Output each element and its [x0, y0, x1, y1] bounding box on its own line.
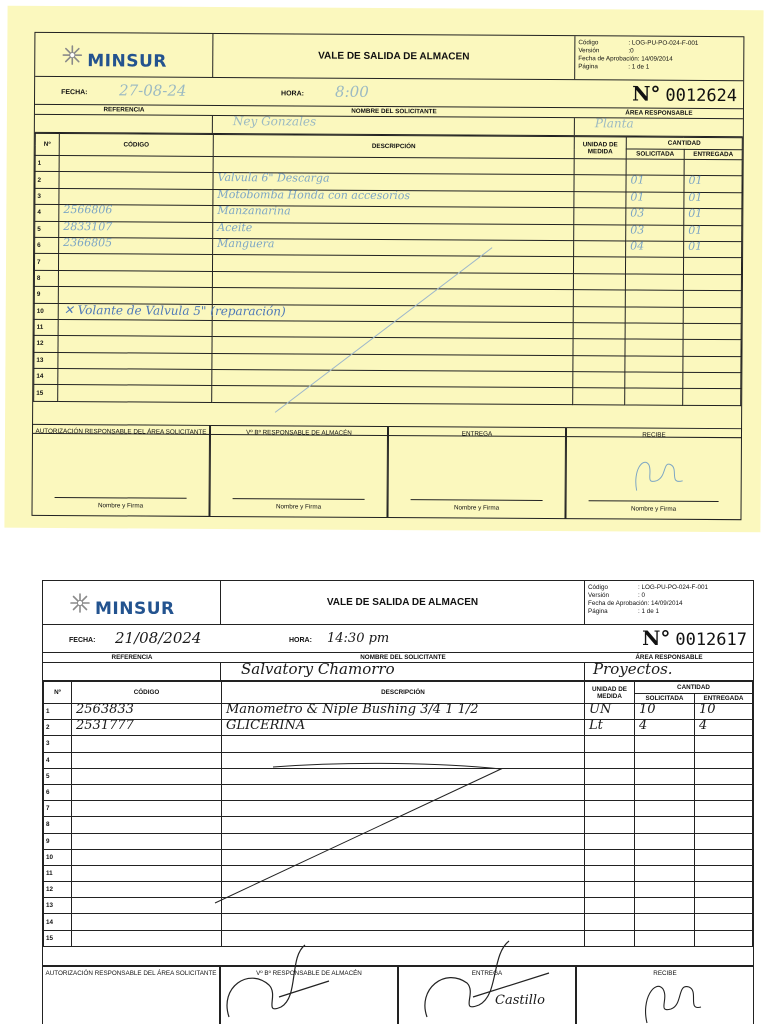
row-solicitada — [634, 865, 694, 881]
row-solicitada-value: 10 — [638, 702, 656, 717]
meta-version: : 0 — [638, 592, 646, 599]
auth-solicitante-title: AUTORIZACIÓN RESPONSABLE DEL ÁREA SOLICITANTE — [45, 970, 217, 977]
row-solicitada — [634, 720, 694, 736]
meta-aprobacion: 14/09/2014 — [651, 600, 683, 607]
row-unidad — [574, 208, 626, 225]
area-cell — [585, 660, 753, 680]
col-unidad: UNIDAD DE MEDIDA — [574, 137, 626, 159]
row-unidad — [573, 273, 625, 290]
row-codigo — [72, 865, 222, 881]
solicitante-value: Salvatory Chamorro — [241, 660, 395, 678]
row-number: 14 — [34, 368, 58, 385]
form-metadata — [585, 581, 753, 624]
row-unidad — [573, 339, 625, 356]
row-entregada-value: 10 — [698, 702, 716, 717]
row-entregada — [694, 882, 752, 898]
row-unidad — [584, 752, 634, 768]
col-entregada: ENTREGADA — [684, 149, 742, 159]
auth-entrega-title: ENTREGA — [471, 970, 503, 977]
voucher-header — [43, 581, 753, 625]
row-unidad — [584, 930, 634, 946]
meta-version-label: Versión — [588, 592, 610, 599]
area-value: Proyectos. — [593, 660, 673, 678]
row-number: 13 — [44, 898, 72, 914]
row-entregada — [684, 241, 742, 258]
auth-recibe — [576, 966, 754, 1024]
minsur-star-icon — [69, 592, 91, 614]
row-entregada — [694, 833, 752, 849]
auth-almacen — [209, 425, 388, 518]
row-solicitada — [634, 849, 694, 865]
row-codigo — [72, 801, 222, 817]
auth-entrega — [398, 966, 576, 1024]
fecha-hora-row — [35, 77, 743, 109]
row-solicitada — [634, 736, 694, 752]
meta-codigo: : LOG-PU-PO-024-F-001 — [638, 584, 708, 591]
fecha-value: 27-08-24 — [119, 81, 187, 100]
row-number: 2 — [35, 172, 59, 189]
row-codigo-value: 2566806 — [63, 203, 113, 217]
row-solicitada — [634, 882, 694, 898]
row-solicitada-value: 03 — [630, 223, 645, 237]
row-entregada — [694, 865, 752, 881]
meta-codigo-label: Código — [578, 39, 599, 47]
company-logo — [35, 33, 213, 77]
voucher-0012617 — [6, 562, 762, 1024]
solicitante-fill-row — [43, 660, 753, 681]
meta-aprobacion: 14/09/2014 — [641, 55, 673, 63]
row-codigo — [72, 914, 222, 930]
row-codigo — [72, 768, 222, 784]
row-entregada — [683, 356, 741, 373]
strike-through-line — [213, 757, 513, 907]
solicitante-label: NOMBRE DEL SOLICITANTE — [351, 107, 437, 116]
fecha-value: 21/08/2024 — [115, 629, 202, 647]
auth-almacen-foot: Nombre y Firma — [275, 503, 322, 511]
row-number: 9 — [34, 286, 58, 303]
col-descripcion: DESCRIPCIÓN — [222, 682, 585, 704]
meta-aprobacion-label: Fecha de Aprobación: — [578, 55, 640, 63]
row-codigo — [58, 336, 212, 353]
meta-aprobacion-label: Fecha de Aprobación: — [588, 600, 650, 607]
auth-entrega-title: ENTREGA — [461, 430, 493, 438]
row-number: 7 — [34, 254, 58, 271]
row-entregada — [694, 736, 752, 752]
row-descripcion-value: Valvula 6" Descarga — [217, 171, 330, 186]
auth-almacen-title: Vº Bº RESPONSABLE DE ALMACÉN — [256, 970, 362, 977]
row-entregada — [694, 784, 752, 800]
row-solicitada-value: 4 — [638, 718, 648, 734]
row-solicitada — [625, 356, 683, 373]
row-solicitada — [634, 784, 694, 800]
row-unidad — [584, 898, 634, 914]
row-entregada — [683, 290, 741, 307]
numero-value: 0012617 — [675, 630, 747, 650]
row-codigo — [58, 254, 212, 271]
row-solicitada-value: 01 — [630, 190, 645, 204]
row-entregada — [694, 930, 752, 946]
row-entregada — [694, 898, 752, 914]
row-codigo — [72, 784, 222, 800]
row-number: 1 — [35, 155, 59, 172]
row-solicitada — [625, 306, 683, 323]
row-descripcion — [222, 914, 585, 930]
row-solicitada — [634, 817, 694, 833]
row-solicitada — [634, 898, 694, 914]
voucher-header — [35, 33, 743, 81]
referencia-label: REFERENCIA — [111, 654, 153, 661]
row-descripcion-value: Manometro & Niple Bushing 3/4 1 1/2 — [226, 702, 479, 717]
row-solicitada-value: 03 — [630, 206, 645, 220]
form-title: VALE DE SALIDA DE ALMACEN — [221, 581, 585, 624]
row9-note: ✕ Volante de Valvula 5" (reparación) — [63, 303, 286, 319]
row-codigo — [72, 882, 222, 898]
row-solicitada-value: 04 — [630, 239, 645, 253]
auth-entrega-foot: Nombre y Firma — [453, 504, 500, 512]
row-unidad-value: UN — [588, 702, 612, 717]
row-codigo — [72, 720, 222, 736]
row-entregada-value: 01 — [688, 223, 703, 237]
voucher-number — [642, 626, 747, 650]
meta-pagina-label: Página — [588, 608, 608, 615]
row-unidad — [584, 768, 634, 784]
row-unidad — [573, 290, 625, 307]
row-entregada-value: 01 — [688, 207, 703, 221]
row-codigo — [72, 752, 222, 768]
row-entregada — [694, 801, 752, 817]
hora-label: HORA: — [281, 90, 305, 98]
row-descripcion-value: Manguera — [217, 236, 275, 251]
row-codigo-value: 2366805 — [63, 235, 113, 250]
row-solicitada — [634, 930, 694, 946]
row-codigo — [58, 369, 212, 386]
row-codigo — [72, 930, 222, 946]
solicitante-label: NOMBRE DEL SOLICITANTE — [360, 654, 446, 661]
row-number: 11 — [44, 865, 72, 881]
row-entregada — [694, 849, 752, 865]
row-entregada — [683, 389, 741, 406]
row-unidad — [573, 323, 625, 340]
row-number: 15 — [44, 930, 72, 946]
col-cantidad: CANTIDAD — [634, 682, 752, 694]
row-number: 7 — [44, 801, 72, 817]
meta-codigo-label: Código — [588, 584, 608, 591]
row-unidad — [574, 224, 626, 241]
row-entregada — [694, 752, 752, 768]
voucher-frame — [42, 580, 754, 966]
voucher-0012624 — [4, 6, 763, 533]
col-codigo: CÓDIGO — [72, 682, 222, 704]
row-solicitada — [625, 388, 683, 405]
row-codigo — [59, 156, 213, 173]
col-descripcion: DESCRIPCIÓN — [213, 134, 574, 158]
row-codigo — [72, 898, 222, 914]
area-label: ÁREA RESPONSABLE — [635, 654, 703, 661]
row-unidad — [584, 720, 634, 736]
row-solicitada — [625, 274, 683, 291]
row-number: 6 — [35, 237, 59, 254]
row-unidad — [573, 388, 625, 405]
auth-solicitante-foot: Nombre y Firma — [97, 502, 144, 510]
row-number: 4 — [44, 752, 72, 768]
row-codigo — [72, 817, 222, 833]
row-unidad — [584, 784, 634, 800]
auth-solicitante-title: AUTORIZACIÓN RESPONSABLE DEL ÁREA SOLICITANTE — [35, 427, 207, 436]
auth-solicitante — [31, 424, 210, 517]
auth-recibe — [565, 427, 742, 520]
meta-pagina-label: Página — [578, 63, 598, 71]
table-row — [44, 736, 753, 752]
form-title: VALE DE SALIDA DE ALMACEN — [213, 34, 575, 79]
row-codigo — [58, 385, 212, 402]
row-entregada — [683, 274, 741, 291]
row-entregada — [683, 323, 741, 340]
referencia-label: REFERENCIA — [103, 106, 145, 114]
row-number: 11 — [34, 319, 58, 336]
col-n: Nº — [44, 682, 72, 704]
row-unidad — [574, 175, 626, 192]
row-entregada — [694, 768, 752, 784]
row-codigo — [72, 849, 222, 865]
row-codigo-value: 2563833 — [76, 702, 134, 717]
row-number: 10 — [44, 849, 72, 865]
row-descripcion-value: Manzanarina — [217, 204, 291, 218]
row-solicitada — [625, 257, 683, 274]
row-unidad — [573, 306, 625, 323]
fecha-label: FECHA: — [61, 89, 88, 97]
row-solicitada — [634, 768, 694, 784]
solicitante-cell — [221, 660, 585, 680]
row-codigo — [59, 172, 213, 189]
row-unidad — [584, 817, 634, 833]
fecha-hora-row — [43, 625, 753, 653]
row-unidad — [573, 257, 625, 274]
recibe-signature — [629, 450, 689, 498]
authorization-section — [42, 966, 754, 1024]
row-unidad — [584, 833, 634, 849]
row-number: 2 — [44, 720, 72, 736]
row-solicitada — [634, 833, 694, 849]
authorization-section — [31, 424, 742, 520]
row-codigo — [58, 270, 212, 287]
row-entregada — [694, 817, 752, 833]
row-number: 14 — [44, 914, 72, 930]
row-solicitada — [634, 801, 694, 817]
company-name: MINSUR — [87, 50, 167, 72]
row-number: 10 — [34, 303, 58, 320]
hora-value: 14:30 pm — [327, 631, 390, 646]
row-codigo — [72, 736, 222, 752]
row-solicitada — [634, 752, 694, 768]
row-descripcion — [222, 720, 585, 736]
row-entregada — [683, 307, 741, 324]
recibe-signature — [637, 969, 707, 1024]
row-descripcion — [222, 736, 585, 752]
row-number: 3 — [44, 736, 72, 752]
row-number: 8 — [44, 817, 72, 833]
row-entregada-value: 01 — [688, 239, 703, 253]
row-number: 5 — [35, 221, 59, 238]
meta-codigo: : LOG-PU-PO-024-F-001 — [628, 39, 699, 47]
row-codigo — [58, 287, 212, 304]
meta-pagina: : 1 de 1 — [628, 63, 650, 71]
row-entregada — [683, 340, 741, 357]
row-solicitada — [634, 914, 694, 930]
auth-recibe-title: RECIBE — [642, 431, 666, 439]
voucher-frame — [32, 32, 744, 438]
row-unidad — [574, 159, 626, 176]
row-entregada — [694, 914, 752, 930]
row-unidad — [584, 736, 634, 752]
row-number: 4 — [35, 205, 59, 222]
row-entregada — [694, 720, 752, 736]
row-number: 12 — [34, 336, 58, 353]
meta-version-label: Versión — [578, 47, 600, 55]
row-codigo-value: 2833107 — [63, 219, 113, 233]
table-row — [44, 914, 753, 930]
row-codigo — [58, 319, 212, 336]
row-unidad — [584, 882, 634, 898]
referencia-value — [43, 663, 221, 680]
auth-recibe-title: RECIBE — [653, 970, 677, 977]
row-descripcion-value: Motobomba Honda con accesorios — [217, 187, 411, 202]
row-codigo — [72, 833, 222, 849]
area-cell — [575, 118, 743, 136]
row-entregada — [683, 258, 741, 275]
row-number: 8 — [34, 270, 58, 287]
table-row — [44, 720, 753, 736]
row-number: 13 — [34, 352, 58, 369]
row-entregada — [683, 372, 741, 389]
row-number: 3 — [35, 188, 59, 205]
row-unidad — [584, 914, 634, 930]
row-codigo — [59, 237, 213, 254]
row-descripcion-value: GLICERINA — [226, 718, 306, 734]
solicitante-cell — [213, 116, 575, 135]
row-unidad — [574, 241, 626, 258]
col-codigo: CÓDIGO — [59, 134, 213, 157]
voucher-number — [632, 82, 737, 107]
auth-recibe-foot: Nombre y Firma — [630, 505, 677, 513]
col-unidad: UNIDAD DE MEDIDA — [584, 682, 634, 704]
meta-version: :0 — [628, 47, 634, 55]
row-unidad — [584, 801, 634, 817]
meta-pagina: : 1 de 1 — [638, 608, 660, 615]
company-logo — [43, 581, 221, 624]
row-solicitada — [625, 339, 683, 356]
col-n: Nº — [35, 133, 59, 155]
row-entregada-value: 01 — [688, 174, 703, 188]
row-entregada-value: 4 — [698, 718, 708, 734]
fecha-label: FECHA: — [69, 637, 96, 644]
area-value: Planta — [594, 116, 634, 131]
row-codigo-value: 2531777 — [76, 718, 134, 734]
auth-almacen — [220, 966, 398, 1024]
row-solicitada — [625, 372, 683, 389]
row-codigo — [58, 352, 212, 369]
entrega-firma-text: Castillo — [495, 993, 545, 1008]
col-entregada: ENTREGADA — [694, 694, 752, 704]
hora-label: HORA: — [289, 637, 312, 644]
row-number: 9 — [44, 833, 72, 849]
row-descripcion-value: Aceite — [217, 220, 253, 234]
auth-solicitante — [42, 966, 220, 1024]
col-solicitada: SOLICITADA — [626, 149, 684, 159]
row-number: 12 — [44, 882, 72, 898]
row-unidad-value: Lt — [588, 718, 603, 734]
solicitante-value: Ney Gonzales — [232, 114, 317, 129]
auth-almacen-title: Vº Bº RESPONSABLE DE ALMACÉN — [246, 429, 352, 437]
row-unidad — [584, 849, 634, 865]
row-solicitada — [626, 241, 684, 258]
row-solicitada-value: 01 — [630, 173, 645, 187]
row-number: 5 — [44, 768, 72, 784]
table-row — [44, 930, 753, 946]
row-unidad — [573, 372, 625, 389]
company-name: MINSUR — [95, 598, 175, 619]
row-number: 15 — [34, 385, 58, 402]
form-metadata — [575, 36, 743, 80]
row-solicitada — [625, 290, 683, 307]
almacen-signature — [209, 937, 349, 1024]
numero-label: N° — [642, 626, 671, 650]
auth-entrega — [387, 426, 566, 519]
minsur-star-icon — [61, 44, 83, 66]
referencia-value — [35, 115, 213, 133]
numero-value: 0012624 — [665, 85, 738, 107]
area-label: ÁREA RESPONSABLE — [625, 109, 693, 117]
row-number: 6 — [44, 784, 72, 800]
row-number: 1 — [44, 704, 72, 720]
hora-value: 8:00 — [335, 82, 369, 101]
row-unidad — [584, 865, 634, 881]
col-cantidad: CANTIDAD — [626, 137, 742, 150]
col-solicitada: SOLICITADA — [634, 694, 694, 704]
strike-through-line — [273, 244, 494, 415]
row-unidad — [573, 355, 625, 372]
entrega-signature — [409, 933, 569, 1024]
row-solicitada — [625, 323, 683, 340]
row-entregada-value: 01 — [688, 190, 703, 204]
numero-label: N° — [632, 81, 661, 106]
row-unidad — [574, 191, 626, 208]
